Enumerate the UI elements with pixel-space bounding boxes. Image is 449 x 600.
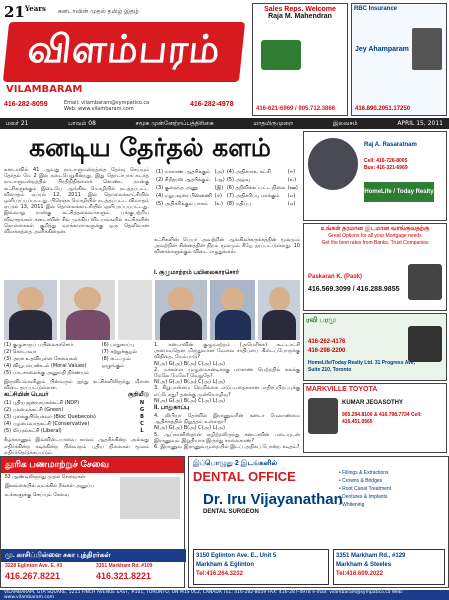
page-footer: VILAMBARAM, GTA SQUARE, 5215 FINCH AVENUE EAST, #101, TORONTO, ON M1S 0C2, CANADA TEL: 416-282-8059 FAX: 416-287-4978 e-mail: vilambaram@sympatico.ca Web: www.vilambaram.com bbox=[0, 590, 449, 600]
question-3-options: N(அ) G(அ) B(அ) C(அ) L(அ) bbox=[154, 397, 225, 404]
newspaper-logo-latin: VILAMBARAM bbox=[6, 84, 83, 95]
answer-key-cell: (6) தறிவிக்கப்பட்ட நிலை bbox=[226, 185, 286, 191]
issue-item: (4) வியூபம்பண்டல் (Moral Values) bbox=[4, 363, 87, 369]
ad-dental-location1 bbox=[193, 549, 329, 585]
answer-key-cell: (4) அதிகாரஉ கட்சி bbox=[226, 169, 271, 175]
agent-photo bbox=[412, 28, 442, 70]
ad-dental-surgeon: DENTAL SURGEON bbox=[203, 509, 259, 515]
agent-photo bbox=[308, 138, 358, 190]
ad-money-address2: 3351 Markham Rd. #109 bbox=[96, 563, 153, 569]
issue-number: பாவம் 08 bbox=[68, 119, 96, 127]
ad-money-phone1: 416.267.8221 bbox=[5, 571, 61, 581]
dental-service: • Root Canal Treatment bbox=[339, 486, 392, 492]
question-1: 1. கனடாவின் குழுமாற்றம் (அமெரிக்க) கூட்டாட்சி அமைவதென மிருதுவான வேலை சாதிப்பை கிடைப்போருக்கு விதிதை, மேம்பாடு? bbox=[154, 342, 300, 361]
free-label: இலவசம் bbox=[332, 119, 358, 127]
ad-money-line: 53 ஆண்டிலிருந்து முதல் சேவைகள் bbox=[5, 474, 86, 480]
ad-pask-name: Paskaran K. (Pask) bbox=[308, 274, 363, 280]
dental-city2: Markham & Steeles bbox=[336, 562, 392, 568]
dental-addr2: 3351 Markham Rd., #129 bbox=[336, 553, 406, 559]
ad-raj-brand: HomeLife / Today Realty bbox=[364, 182, 434, 202]
ad-raj-cell: Cell: 416-726-8005 bbox=[364, 158, 408, 164]
answer-key-cell: (எ) bbox=[287, 193, 296, 199]
dental-service: • Dentures & Implants bbox=[339, 494, 388, 500]
agent-photo bbox=[408, 264, 442, 300]
answer-key-row bbox=[156, 177, 298, 183]
question-5: 5. ஆப்கானிஸ்தான் ஏழிற்றலிருந்து கனடாவின் படையுடன் இராணுவம் இறுதியாக இருந்து சாலைகாண்? bbox=[154, 431, 300, 444]
photo-filler bbox=[118, 280, 152, 340]
answer-key-cell: (ஈ) bbox=[287, 169, 296, 175]
issues-list bbox=[4, 342, 149, 456]
ad-paskaran bbox=[303, 223, 447, 311]
ad-money-phone2: 416.321.8221 bbox=[96, 571, 152, 581]
dental-service: • Fillings & Extractions bbox=[339, 470, 389, 476]
answer-key-row bbox=[156, 201, 298, 207]
newspaper-logo: விளம்பரம் bbox=[3, 22, 245, 82]
party-code: L bbox=[140, 428, 144, 435]
quiz-questions bbox=[154, 342, 300, 452]
party-code: B bbox=[140, 414, 144, 421]
leader-photo-ignatieff bbox=[258, 280, 300, 340]
dental-addr1: 3150 Eglinton Ave. E., Unit 5 bbox=[196, 553, 277, 559]
ad-dental-office bbox=[188, 456, 449, 588]
ad-raj-rasaratnam bbox=[303, 131, 447, 221]
answer-key-cell: (ஈ) bbox=[214, 193, 222, 199]
ad-raj-bus: Bus: 416-321-6969 bbox=[364, 165, 408, 171]
answer-key-row bbox=[156, 193, 298, 199]
ad-dental-services bbox=[339, 469, 445, 509]
ad-dental-header: இப்பொழுது 2 இடங்களில் bbox=[193, 460, 278, 467]
leader-photo-layton bbox=[4, 280, 57, 340]
party-code-heading: குறியீடு bbox=[128, 392, 149, 399]
question-1-options: N(அ) G(அ) B(அ) C(அ) L(அ) bbox=[154, 360, 225, 367]
answer-key-row bbox=[156, 185, 298, 191]
ad-sales-name: Raja M. Mahendran bbox=[268, 13, 332, 20]
issue-item: (2) கொடாவா bbox=[4, 349, 37, 355]
parties-intro: இருவிடங்களிலும் பின்வரும் ஐந்து கட்சிகளிலிருந்து மினை விடை தரப்பட்டுள்ளன. bbox=[4, 379, 149, 392]
answer-key-cell: (8) மதிப்பு bbox=[226, 201, 252, 207]
section-heading-economy: I. குழுமாற்றம் பயிலைகாரசொர் bbox=[154, 270, 239, 276]
party-item: (2) பசுமைக்கட்சி (Green) bbox=[4, 407, 64, 414]
party-code: C bbox=[140, 421, 144, 428]
masthead-phone-right: 416-282-4978 bbox=[190, 101, 234, 108]
ad-money-transfer bbox=[0, 456, 185, 588]
answer-key-cell: (இ) bbox=[214, 185, 224, 191]
ad-sales-phone: 416-621-6969 / 905.712.3866 bbox=[256, 106, 336, 112]
party-name-heading: கட்சியின் பெயர் bbox=[4, 392, 49, 399]
answer-key-cell: (அ) bbox=[214, 169, 224, 175]
masthead bbox=[0, 0, 248, 118]
ad-ravi-phone1: 416-262-4176 bbox=[308, 339, 346, 345]
masthead-contact: Email: vilambaram@sympatico.ca Web: www.vilambaram.com bbox=[64, 100, 150, 112]
ad-pask-header: உங்கள் தரமான இடமான வாங்குவதற்கு bbox=[320, 226, 430, 232]
truck-image bbox=[120, 477, 180, 519]
ad-toyota-name: KUMAR JEGASOTHY bbox=[342, 400, 404, 406]
ad-money-footer: மு. காசிப்பிள்ளை சகா புத்திரர்கள் bbox=[1, 549, 186, 562]
issue-item: (5) பாடசாலைக்கு அனுமதி நிர்ணயம் bbox=[4, 370, 89, 376]
party-note: கட்சிகளின் பெயர் அவற்றின் ஆங்கிலச்சுருக்கத்தின் மூலமும் அவற்றின் சின்னத்தின் நிறம் மூலமும் கீழே தரப்பட்டுள்ளது. 10 வினாக்களுக்கும் விடை எழுதுங்கள். bbox=[154, 237, 300, 256]
ad-ravi-address: HomeLife/Today Realty Ltd. 31 Progress Ave, Suite 210, Toronto bbox=[308, 360, 416, 373]
ad-dental-doctor: Dr. Iru Vijayanathan bbox=[203, 491, 343, 508]
answer-key-cell: (உ) bbox=[287, 177, 297, 183]
agent-photo bbox=[408, 326, 442, 362]
question-2: 2. மக்களை முழுமைகனடிகாகு மாகாண பெற்றதில் கலக்கு மேலே மேலே? வெறுதே? bbox=[154, 366, 300, 380]
issue-item: (6) பாதுகாப்பு bbox=[101, 342, 135, 348]
leader-photo-may bbox=[60, 280, 115, 340]
answer-key-table bbox=[154, 167, 300, 235]
issue-item: (8) சட்டமும் ஒழுங்கும் bbox=[101, 356, 131, 369]
ad-ravi-header: ரவி பரமு bbox=[306, 317, 337, 324]
question-4: 4. லிபியா தேர்வில் இராணுவரின் கனடா மேலாண்மை ஆதிக்கத்தில் நிறுத்தம் உள்ளதா? bbox=[154, 413, 300, 426]
date-bar bbox=[0, 118, 449, 129]
ad-money-address1: 3228 Eglinton Ave. E. #3 bbox=[5, 563, 63, 569]
section-heading-defense: II. பாதுகாப்பு bbox=[154, 405, 190, 412]
issue-volume: மலர் 21 bbox=[6, 119, 29, 127]
article-intro: கனடாவில் 41 ஆவது நாடாளுமன்றத்தை தேர்வு செய்யும் தேர்தல் மே 2 இல் நடைபெறுகின்றது. இது தொடர்பாக கடந்த நாடாளுமன்றத்தில் பிரதிநிதிகளைக் கொண்ட நான்கு கட்சிகளுக்கும் இடையே ஆங்கில மொழியில் நடத்தப்பட்ட விவாதம் ஏப்ரல் 12, 2011 இல் தொலைக்காட்சியில் ஒளிபரப்பப்பட்டது. பிரெஞ்சு மொழியில் நடத்தப்பட்ட விவாதம் ஏப்ரல் 13, 2011 இல் தொலைக்காட்சியில் ஒளிபரப்பப்பட்டது. இவ்வாறு நான்கு கட்சித்தலைவர்களும் பங்குபற்றிய விவாதங்கள் கனடாவின் சில முக்கிய விடயங்களில் கட்சிகளின் கொள்கைகள் குறித்து வாக்காளர்களுக்கு ஒரு தெளிவான விளக்கத்தை அளிக்கின்றன. bbox=[4, 167, 150, 236]
paper-description: சமூக முன்னேற்றப்பத்திரிகை bbox=[135, 119, 214, 127]
leader-photo-duceppe bbox=[155, 280, 207, 340]
dental-service: • Crowns & Bridges bbox=[339, 478, 383, 484]
issue-item: (7) சுற்றுச்சூழல் bbox=[101, 349, 137, 355]
issue-item: (1) குழுசாருப் பயிலைகாசொர் bbox=[4, 342, 74, 348]
ad-toyota-header: MARKVILLE TOYOTA bbox=[306, 386, 378, 393]
dental-service: • Whitening bbox=[339, 502, 365, 508]
answer-key-cell: (5) அழ்வு bbox=[226, 177, 250, 183]
answer-key-row bbox=[156, 169, 298, 175]
ad-ravi-phones bbox=[308, 338, 345, 356]
headline: கனடிய தேர்தல் களம் bbox=[29, 133, 271, 162]
ad-markville-toyota bbox=[303, 383, 447, 453]
ad-rbc-insurance bbox=[351, 3, 447, 116]
ad-rbc-name: Jey Ahamparam bbox=[355, 46, 409, 53]
ad-ravi-paramu bbox=[303, 313, 447, 381]
question-2-options: N(அ) G(அ) B(அ) C(அ) L(அ) bbox=[154, 379, 225, 386]
ad-raj-contacts bbox=[364, 158, 444, 172]
issue-item: (3) அரசு உதவியுள்ள சேவைகள் bbox=[4, 356, 78, 362]
party-item: (1) புதிய ஜனநாயகக்கட்சி (NDP) bbox=[4, 400, 80, 407]
party-code: G bbox=[139, 407, 145, 414]
answer-key-cell: (உ) bbox=[214, 201, 223, 207]
agent-photo bbox=[308, 398, 338, 434]
answer-key-cell: (5) அதிகரிக்கும் பாகம் bbox=[156, 201, 208, 207]
question-4-options: N(அ) G(அ) B(அ) C(அ) L(அ) bbox=[154, 425, 225, 432]
ad-money-line: இலங்கையில் வடக்கில் நீங்கள் அனுப்ப bbox=[5, 483, 95, 489]
answer-key-cell: (ஊ) bbox=[287, 185, 298, 191]
ad-money-title: தூரிக பணமாற்றுச் சேவை bbox=[1, 457, 184, 473]
answer-key-cell: (ஆ) bbox=[214, 177, 225, 183]
answer-key-cell: (2) சிறீதரஸ் ஆதரிக்கும் bbox=[156, 177, 210, 183]
party-item: (5) லிபரல்கட்சி (Liberal) bbox=[4, 428, 62, 435]
ad-sales-title: Sales Reps. Welcome bbox=[264, 6, 336, 13]
ad-pask-sub1: Great Options for all your Mortgage needs bbox=[328, 233, 422, 239]
ad-pask-sub2: Get the best rates from Banks, Trust Companies bbox=[321, 240, 429, 246]
ad-ravi-phone2: 416-298-2200 bbox=[308, 348, 346, 354]
question-3: 3. சிறுபான்மை வெறிக்கை எடுப்பதைக்கான எதிரப்பிறப்புக்கு எப்போது? தனக்கு முன்மொழிவு? bbox=[154, 385, 300, 398]
leader-photo-harper bbox=[210, 280, 255, 340]
ad-sales-reps bbox=[252, 3, 348, 116]
ad-rbc-phone: 416.890.2051.17250 bbox=[355, 106, 411, 112]
ad-dental-title: DENTAL OFFICE bbox=[193, 469, 296, 484]
party-item: (4) பழமைவாதகட்சி (Conservative) bbox=[4, 421, 90, 428]
ad-dental-location2 bbox=[333, 549, 445, 585]
parties-note: கீழ்க்காணும் இவ்விடையாவை காலம் ஆதரிக்கின்ற அல்லது எதிர்க்கின்ற கடிக்கின்ற பின்வரும் புதிய நிலைகள் மூலம் எதிர்ந்தெடுக்கப்படும். bbox=[4, 437, 149, 456]
party-item: (3) புளக்குபியெக்வா (Bloc Quebecois) bbox=[4, 414, 96, 421]
answer-key-cell: (ஏ) bbox=[287, 201, 296, 207]
masthead-phone-left: 416-282-8059 bbox=[4, 101, 48, 108]
ad-toyota-phones: 905.294.8100 & 416.798.7734 Cell: 416.451.0565 bbox=[342, 412, 422, 425]
issue-date: APRIL 15, 2011 bbox=[397, 120, 443, 127]
dental-city1: Markham & Eglinton bbox=[196, 562, 255, 568]
answer-key-cell: (7) அதிகரிப்பு மாக்கும் bbox=[226, 193, 280, 199]
ad-raj-name: Raj A. Rasaratnam bbox=[364, 142, 417, 148]
homelife-logo bbox=[261, 40, 301, 70]
question-6: 6. இராணுவ இராணுவமுறையில் இடப் அதிகப் போன்ற கடிதம்? bbox=[154, 444, 300, 451]
ad-pask-phone: 416.569.3099 / 416.288.9855 bbox=[308, 286, 400, 293]
dental-tel1: Tel:416.264.3232 bbox=[196, 571, 243, 577]
tagline: கனடாவின் முதல் தமிழ் இதழ் bbox=[58, 8, 139, 15]
answer-key-cell: (1) மாகாண ஆதரிக்கும் bbox=[156, 169, 210, 175]
frequency: மாதமிருமுறை bbox=[253, 119, 294, 127]
answer-key-cell: (3) குறைந்த அணு bbox=[156, 185, 198, 191]
ad-money-line: உங்களுக்கு செய்யும் சேவை bbox=[5, 492, 70, 498]
ad-rbc-header: RBC Insurance bbox=[354, 6, 398, 12]
answer-key-cell: (4) மறுபவுரை பின்னணி bbox=[156, 193, 212, 199]
party-code: N bbox=[139, 400, 145, 407]
years-badge: $21^{Years}$ bbox=[4, 3, 46, 21]
dental-tel2: Tel:416.609.2022 bbox=[336, 571, 383, 577]
